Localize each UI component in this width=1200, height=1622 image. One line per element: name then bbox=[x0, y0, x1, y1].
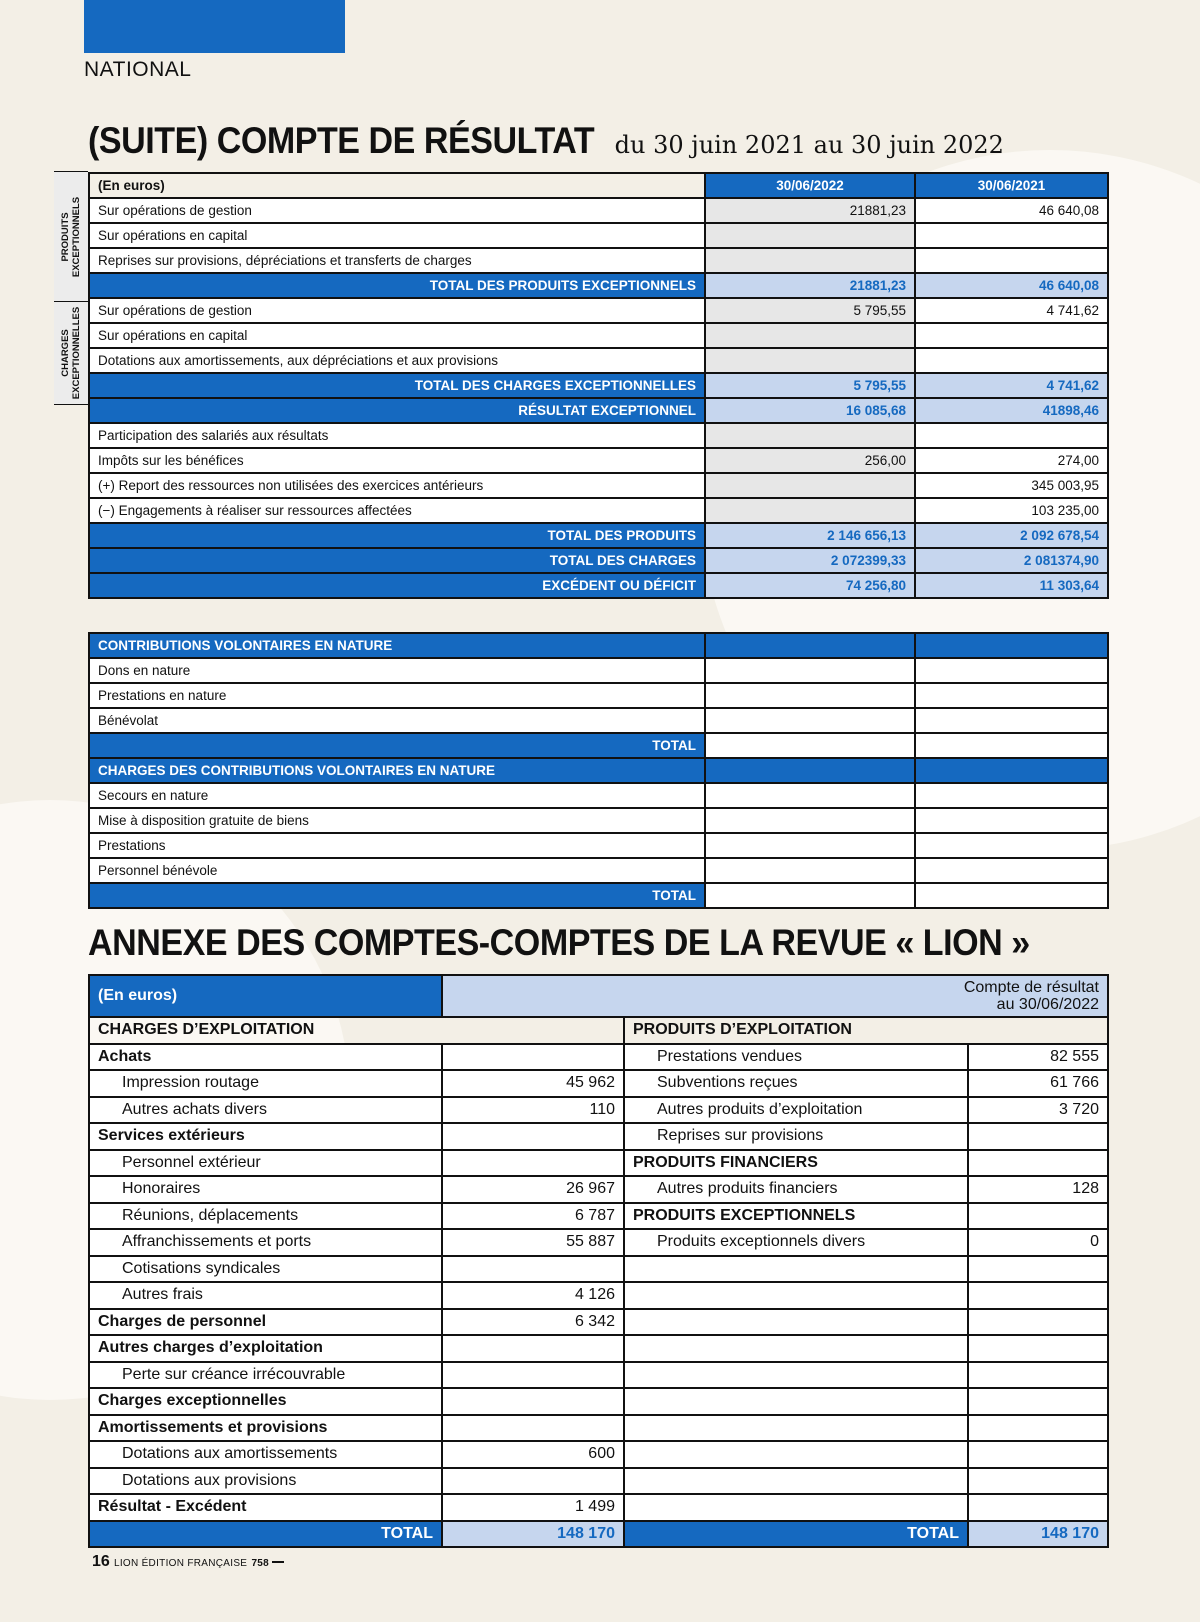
table-row bbox=[89, 323, 1108, 348]
row-label: TOTAL DES CHARGES EXCEPTIONNELLES bbox=[89, 373, 705, 398]
row-label: Mise à disposition gratuite de biens bbox=[89, 808, 705, 833]
title-main: (SUITE) COMPTE DE RÉSULTAT bbox=[88, 120, 595, 161]
value-2022: 256,00 bbox=[705, 448, 915, 473]
income-statement-table bbox=[88, 172, 1109, 599]
total-value-right: 148 170 bbox=[968, 1521, 1108, 1548]
issue-number: 758 bbox=[251, 1558, 270, 1569]
row-label: CHARGES DES CONTRIBUTIONS VOLONTAIRES EN NATURE bbox=[89, 758, 705, 783]
row-label: Prestations bbox=[89, 833, 705, 858]
value-2021: 46 640,08 bbox=[915, 273, 1108, 298]
charge-label: Impression routage bbox=[89, 1070, 442, 1097]
value-cell bbox=[915, 633, 1108, 658]
table-row bbox=[89, 1335, 1108, 1362]
produit-value bbox=[968, 1123, 1108, 1150]
value-2021: 4 741,62 bbox=[915, 373, 1108, 398]
table-row bbox=[89, 683, 1108, 708]
annex-total-row bbox=[89, 1521, 1108, 1548]
value-2022: 21881,23 bbox=[705, 273, 915, 298]
value-cell bbox=[705, 733, 915, 758]
value-2022: 74 256,80 bbox=[705, 573, 915, 598]
total-label-left: TOTAL bbox=[89, 1521, 442, 1548]
table-row bbox=[89, 448, 1108, 473]
row-label: Sur opérations de gestion bbox=[89, 198, 705, 223]
produit-label: Autres produits financiers bbox=[624, 1176, 968, 1203]
produit-label: Subventions reçues bbox=[624, 1070, 968, 1097]
value-2022: 21881,23 bbox=[705, 198, 915, 223]
charge-label: Personnel extérieur bbox=[89, 1150, 442, 1177]
value-cell bbox=[705, 833, 915, 858]
charge-value: 4 126 bbox=[442, 1282, 624, 1309]
title-subtitle: du 30 juin 2021 au 30 juin 2022 bbox=[614, 131, 1004, 159]
value-2022 bbox=[705, 473, 915, 498]
produit-label: PRODUITS FINANCIERS bbox=[624, 1150, 968, 1177]
table-row bbox=[89, 1176, 1108, 1203]
value-cell bbox=[915, 708, 1108, 733]
total-row bbox=[89, 398, 1108, 423]
produit-value bbox=[968, 1150, 1108, 1177]
table-row bbox=[89, 298, 1108, 323]
section-row bbox=[89, 758, 1108, 783]
produit-label: Prestations vendues bbox=[624, 1044, 968, 1071]
total-row bbox=[89, 883, 1108, 908]
charge-value bbox=[442, 1415, 624, 1442]
value-2022 bbox=[705, 498, 915, 523]
row-label: Impôts sur les bénéfices bbox=[89, 448, 705, 473]
value-2022: 2 146 656,13 bbox=[705, 523, 915, 548]
value-cell bbox=[705, 783, 915, 808]
value-2021: 345 003,95 bbox=[915, 473, 1108, 498]
charge-value: 6 342 bbox=[442, 1309, 624, 1336]
table-row bbox=[89, 1415, 1108, 1442]
annex-heading-row bbox=[89, 1017, 1108, 1044]
header-unit: (En euros) bbox=[89, 173, 705, 198]
table-row bbox=[89, 1256, 1108, 1283]
value-cell bbox=[705, 808, 915, 833]
produit-label bbox=[624, 1494, 968, 1521]
charge-value: 26 967 bbox=[442, 1176, 624, 1203]
value-2021: 4 741,62 bbox=[915, 298, 1108, 323]
charge-label: Résultat - Excédent bbox=[89, 1494, 442, 1521]
produit-value bbox=[968, 1388, 1108, 1415]
table-row bbox=[89, 1441, 1108, 1468]
charge-label: Réunions, déplacements bbox=[89, 1203, 442, 1230]
produit-label bbox=[624, 1415, 968, 1442]
annex-header-unit: (En euros) bbox=[89, 975, 442, 1017]
publication-name: LION ÉDITION FRANÇAISE bbox=[113, 1558, 248, 1569]
produit-value: 82 555 bbox=[968, 1044, 1108, 1071]
charge-value: 110 bbox=[442, 1097, 624, 1124]
annex-header-title: Compte de résultat au 30/06/2022 bbox=[442, 975, 1108, 1017]
charge-value bbox=[442, 1256, 624, 1283]
charge-value bbox=[442, 1468, 624, 1495]
value-2021: 41898,46 bbox=[915, 398, 1108, 423]
value-cell bbox=[915, 833, 1108, 858]
row-label: Bénévolat bbox=[89, 708, 705, 733]
charge-label: Amortissements et provisions bbox=[89, 1415, 442, 1442]
table-row bbox=[89, 348, 1108, 373]
charge-value bbox=[442, 1150, 624, 1177]
table-row bbox=[89, 1468, 1108, 1495]
total-row bbox=[89, 523, 1108, 548]
row-label: RÉSULTAT EXCEPTIONNEL bbox=[89, 398, 705, 423]
produit-value bbox=[968, 1256, 1108, 1283]
row-label: Participation des salariés aux résultats bbox=[89, 423, 705, 448]
value-cell bbox=[705, 683, 915, 708]
charge-value bbox=[442, 1044, 624, 1071]
side-tab-produits: PRODUITS EXCEPTIONNELS bbox=[54, 171, 88, 303]
produit-label bbox=[624, 1388, 968, 1415]
value-2021: 274,00 bbox=[915, 448, 1108, 473]
value-cell bbox=[915, 733, 1108, 758]
produit-value bbox=[968, 1494, 1108, 1521]
value-2021 bbox=[915, 348, 1108, 373]
value-2021 bbox=[915, 248, 1108, 273]
value-cell bbox=[915, 783, 1108, 808]
value-2022 bbox=[705, 348, 915, 373]
table-row bbox=[89, 1282, 1108, 1309]
charge-label: Affranchissements et ports bbox=[89, 1229, 442, 1256]
row-label: TOTAL DES PRODUITS bbox=[89, 523, 705, 548]
value-2022 bbox=[705, 248, 915, 273]
charge-value: 55 887 bbox=[442, 1229, 624, 1256]
value-2022: 2 072399,33 bbox=[705, 548, 915, 573]
total-row bbox=[89, 373, 1108, 398]
produit-label bbox=[624, 1468, 968, 1495]
charge-label: Services extérieurs bbox=[89, 1123, 442, 1150]
value-2022: 16 085,68 bbox=[705, 398, 915, 423]
table-row bbox=[89, 1044, 1108, 1071]
header-2022: 30/06/2022 bbox=[705, 173, 915, 198]
table-row bbox=[89, 1203, 1108, 1230]
row-label: Personnel bénévole bbox=[89, 858, 705, 883]
produit-value bbox=[968, 1282, 1108, 1309]
table-row bbox=[89, 1309, 1108, 1336]
produit-label bbox=[624, 1441, 968, 1468]
annex-accounts-table bbox=[88, 974, 1109, 1548]
row-label: Sur opérations en capital bbox=[89, 223, 705, 248]
produit-label bbox=[624, 1256, 968, 1283]
row-label: Secours en nature bbox=[89, 783, 705, 808]
row-label: CONTRIBUTIONS VOLONTAIRES EN NATURE bbox=[89, 633, 705, 658]
charges-heading: CHARGES D’EXPLOITATION bbox=[89, 1017, 624, 1044]
produit-value bbox=[968, 1203, 1108, 1230]
produit-label bbox=[624, 1362, 968, 1389]
header-2021: 30/06/2021 bbox=[915, 173, 1108, 198]
table-row bbox=[89, 198, 1108, 223]
produits-heading: PRODUITS D’EXPLOITATION bbox=[624, 1017, 1108, 1044]
row-label: Reprises sur provisions, dépréciations et transferts de charges bbox=[89, 248, 705, 273]
produit-value bbox=[968, 1468, 1108, 1495]
value-2021 bbox=[915, 323, 1108, 348]
table-row bbox=[89, 833, 1108, 858]
row-label: Dons en nature bbox=[89, 658, 705, 683]
charge-value bbox=[442, 1362, 624, 1389]
value-cell bbox=[915, 658, 1108, 683]
produit-value bbox=[968, 1309, 1108, 1336]
produit-value bbox=[968, 1441, 1108, 1468]
produit-label: PRODUITS EXCEPTIONNELS bbox=[624, 1203, 968, 1230]
produit-value bbox=[968, 1335, 1108, 1362]
row-label: Sur opérations en capital bbox=[89, 323, 705, 348]
table-row bbox=[89, 708, 1108, 733]
volunteer-contributions-table bbox=[88, 632, 1109, 909]
row-label: Prestations en nature bbox=[89, 683, 705, 708]
page-number: 16 bbox=[92, 1553, 110, 1570]
charge-value: 600 bbox=[442, 1441, 624, 1468]
value-cell bbox=[915, 683, 1108, 708]
row-label: Sur opérations de gestion bbox=[89, 298, 705, 323]
produit-label bbox=[624, 1335, 968, 1362]
value-2022: 5 795,55 bbox=[705, 298, 915, 323]
value-cell bbox=[705, 758, 915, 783]
row-label: TOTAL bbox=[89, 883, 705, 908]
charge-value bbox=[442, 1335, 624, 1362]
charge-label: Cotisations syndicales bbox=[89, 1256, 442, 1283]
charge-label: Honoraires bbox=[89, 1176, 442, 1203]
value-2021: 2 092 678,54 bbox=[915, 523, 1108, 548]
charge-value: 45 962 bbox=[442, 1070, 624, 1097]
produit-value: 128 bbox=[968, 1176, 1108, 1203]
value-cell bbox=[705, 708, 915, 733]
produit-value bbox=[968, 1362, 1108, 1389]
charge-label: Autres achats divers bbox=[89, 1097, 442, 1124]
value-2021: 103 235,00 bbox=[915, 498, 1108, 523]
table-row bbox=[89, 1070, 1108, 1097]
table-row bbox=[89, 658, 1108, 683]
total-value-left: 148 170 bbox=[442, 1521, 624, 1548]
produit-label bbox=[624, 1282, 968, 1309]
value-2021 bbox=[915, 223, 1108, 248]
row-label: TOTAL DES PRODUITS EXCEPTIONNELS bbox=[89, 273, 705, 298]
charge-label: Dotations aux provisions bbox=[89, 1468, 442, 1495]
produit-label: Reprises sur provisions bbox=[624, 1123, 968, 1150]
table-row bbox=[89, 1123, 1108, 1150]
section-label: NATIONAL bbox=[84, 58, 192, 81]
table-row bbox=[89, 1494, 1108, 1521]
charge-label: Dotations aux amortissements bbox=[89, 1441, 442, 1468]
produit-label bbox=[624, 1309, 968, 1336]
charge-label: Autres charges d’exploitation bbox=[89, 1335, 442, 1362]
table-row bbox=[89, 1150, 1108, 1177]
charge-value: 6 787 bbox=[442, 1203, 624, 1230]
value-cell bbox=[915, 808, 1108, 833]
value-cell bbox=[705, 633, 915, 658]
table-row bbox=[89, 498, 1108, 523]
value-cell bbox=[705, 883, 915, 908]
value-cell bbox=[705, 858, 915, 883]
value-2022 bbox=[705, 223, 915, 248]
charge-label: Charges de personnel bbox=[89, 1309, 442, 1336]
table-header-row bbox=[89, 173, 1108, 198]
row-label: (−) Engagements à réaliser sur ressources affectées bbox=[89, 498, 705, 523]
table-row bbox=[89, 1097, 1108, 1124]
row-label: TOTAL DES CHARGES bbox=[89, 548, 705, 573]
table-row bbox=[89, 808, 1108, 833]
side-tab-charges: CHARGES EXCEPTIONNELLES bbox=[54, 301, 88, 405]
charge-label: Achats bbox=[89, 1044, 442, 1071]
total-row bbox=[89, 573, 1108, 598]
table-row bbox=[89, 248, 1108, 273]
footer-dash bbox=[272, 1561, 284, 1563]
value-2022 bbox=[705, 323, 915, 348]
section-row bbox=[89, 633, 1108, 658]
value-cell bbox=[705, 658, 915, 683]
total-row bbox=[89, 548, 1108, 573]
charge-value bbox=[442, 1123, 624, 1150]
table-row bbox=[89, 473, 1108, 498]
total-row bbox=[89, 273, 1108, 298]
page-title bbox=[88, 120, 1004, 162]
produit-label: Produits exceptionnels divers bbox=[624, 1229, 968, 1256]
value-2021 bbox=[915, 423, 1108, 448]
value-2021: 46 640,08 bbox=[915, 198, 1108, 223]
table-row bbox=[89, 423, 1108, 448]
page-footer bbox=[92, 1553, 284, 1571]
value-cell bbox=[915, 883, 1108, 908]
produit-label: Autres produits d’exploitation bbox=[624, 1097, 968, 1124]
value-2021: 2 081374,90 bbox=[915, 548, 1108, 573]
row-label: EXCÉDENT OU DÉFICIT bbox=[89, 573, 705, 598]
table-row bbox=[89, 783, 1108, 808]
table-row bbox=[89, 858, 1108, 883]
value-cell bbox=[915, 858, 1108, 883]
row-label: Dotations aux amortissements, aux dépréciations et aux provisions bbox=[89, 348, 705, 373]
table-row bbox=[89, 1229, 1108, 1256]
produit-value: 3 720 bbox=[968, 1097, 1108, 1124]
charge-label: Perte sur créance irrécouvrable bbox=[89, 1362, 442, 1389]
charge-value bbox=[442, 1388, 624, 1415]
value-2021: 11 303,64 bbox=[915, 573, 1108, 598]
charge-label: Charges exceptionnelles bbox=[89, 1388, 442, 1415]
table-row bbox=[89, 223, 1108, 248]
produit-value: 0 bbox=[968, 1229, 1108, 1256]
total-label-right: TOTAL bbox=[624, 1521, 968, 1548]
annex-header-row bbox=[89, 975, 1108, 1017]
total-row bbox=[89, 733, 1108, 758]
table-row bbox=[89, 1388, 1108, 1415]
charge-value: 1 499 bbox=[442, 1494, 624, 1521]
row-label: (+) Report des ressources non utilisées des exercices antérieurs bbox=[89, 473, 705, 498]
header-accent-bar bbox=[84, 0, 345, 53]
charge-label: Autres frais bbox=[89, 1282, 442, 1309]
produit-value: 61 766 bbox=[968, 1070, 1108, 1097]
produit-value bbox=[968, 1415, 1108, 1442]
value-2022 bbox=[705, 423, 915, 448]
table-row bbox=[89, 1362, 1108, 1389]
value-2022: 5 795,55 bbox=[705, 373, 915, 398]
annex-title: ANNEXE DES COMPTES-COMPTES DE LA REVUE « LION » bbox=[88, 922, 1030, 963]
value-cell bbox=[915, 758, 1108, 783]
row-label: TOTAL bbox=[89, 733, 705, 758]
